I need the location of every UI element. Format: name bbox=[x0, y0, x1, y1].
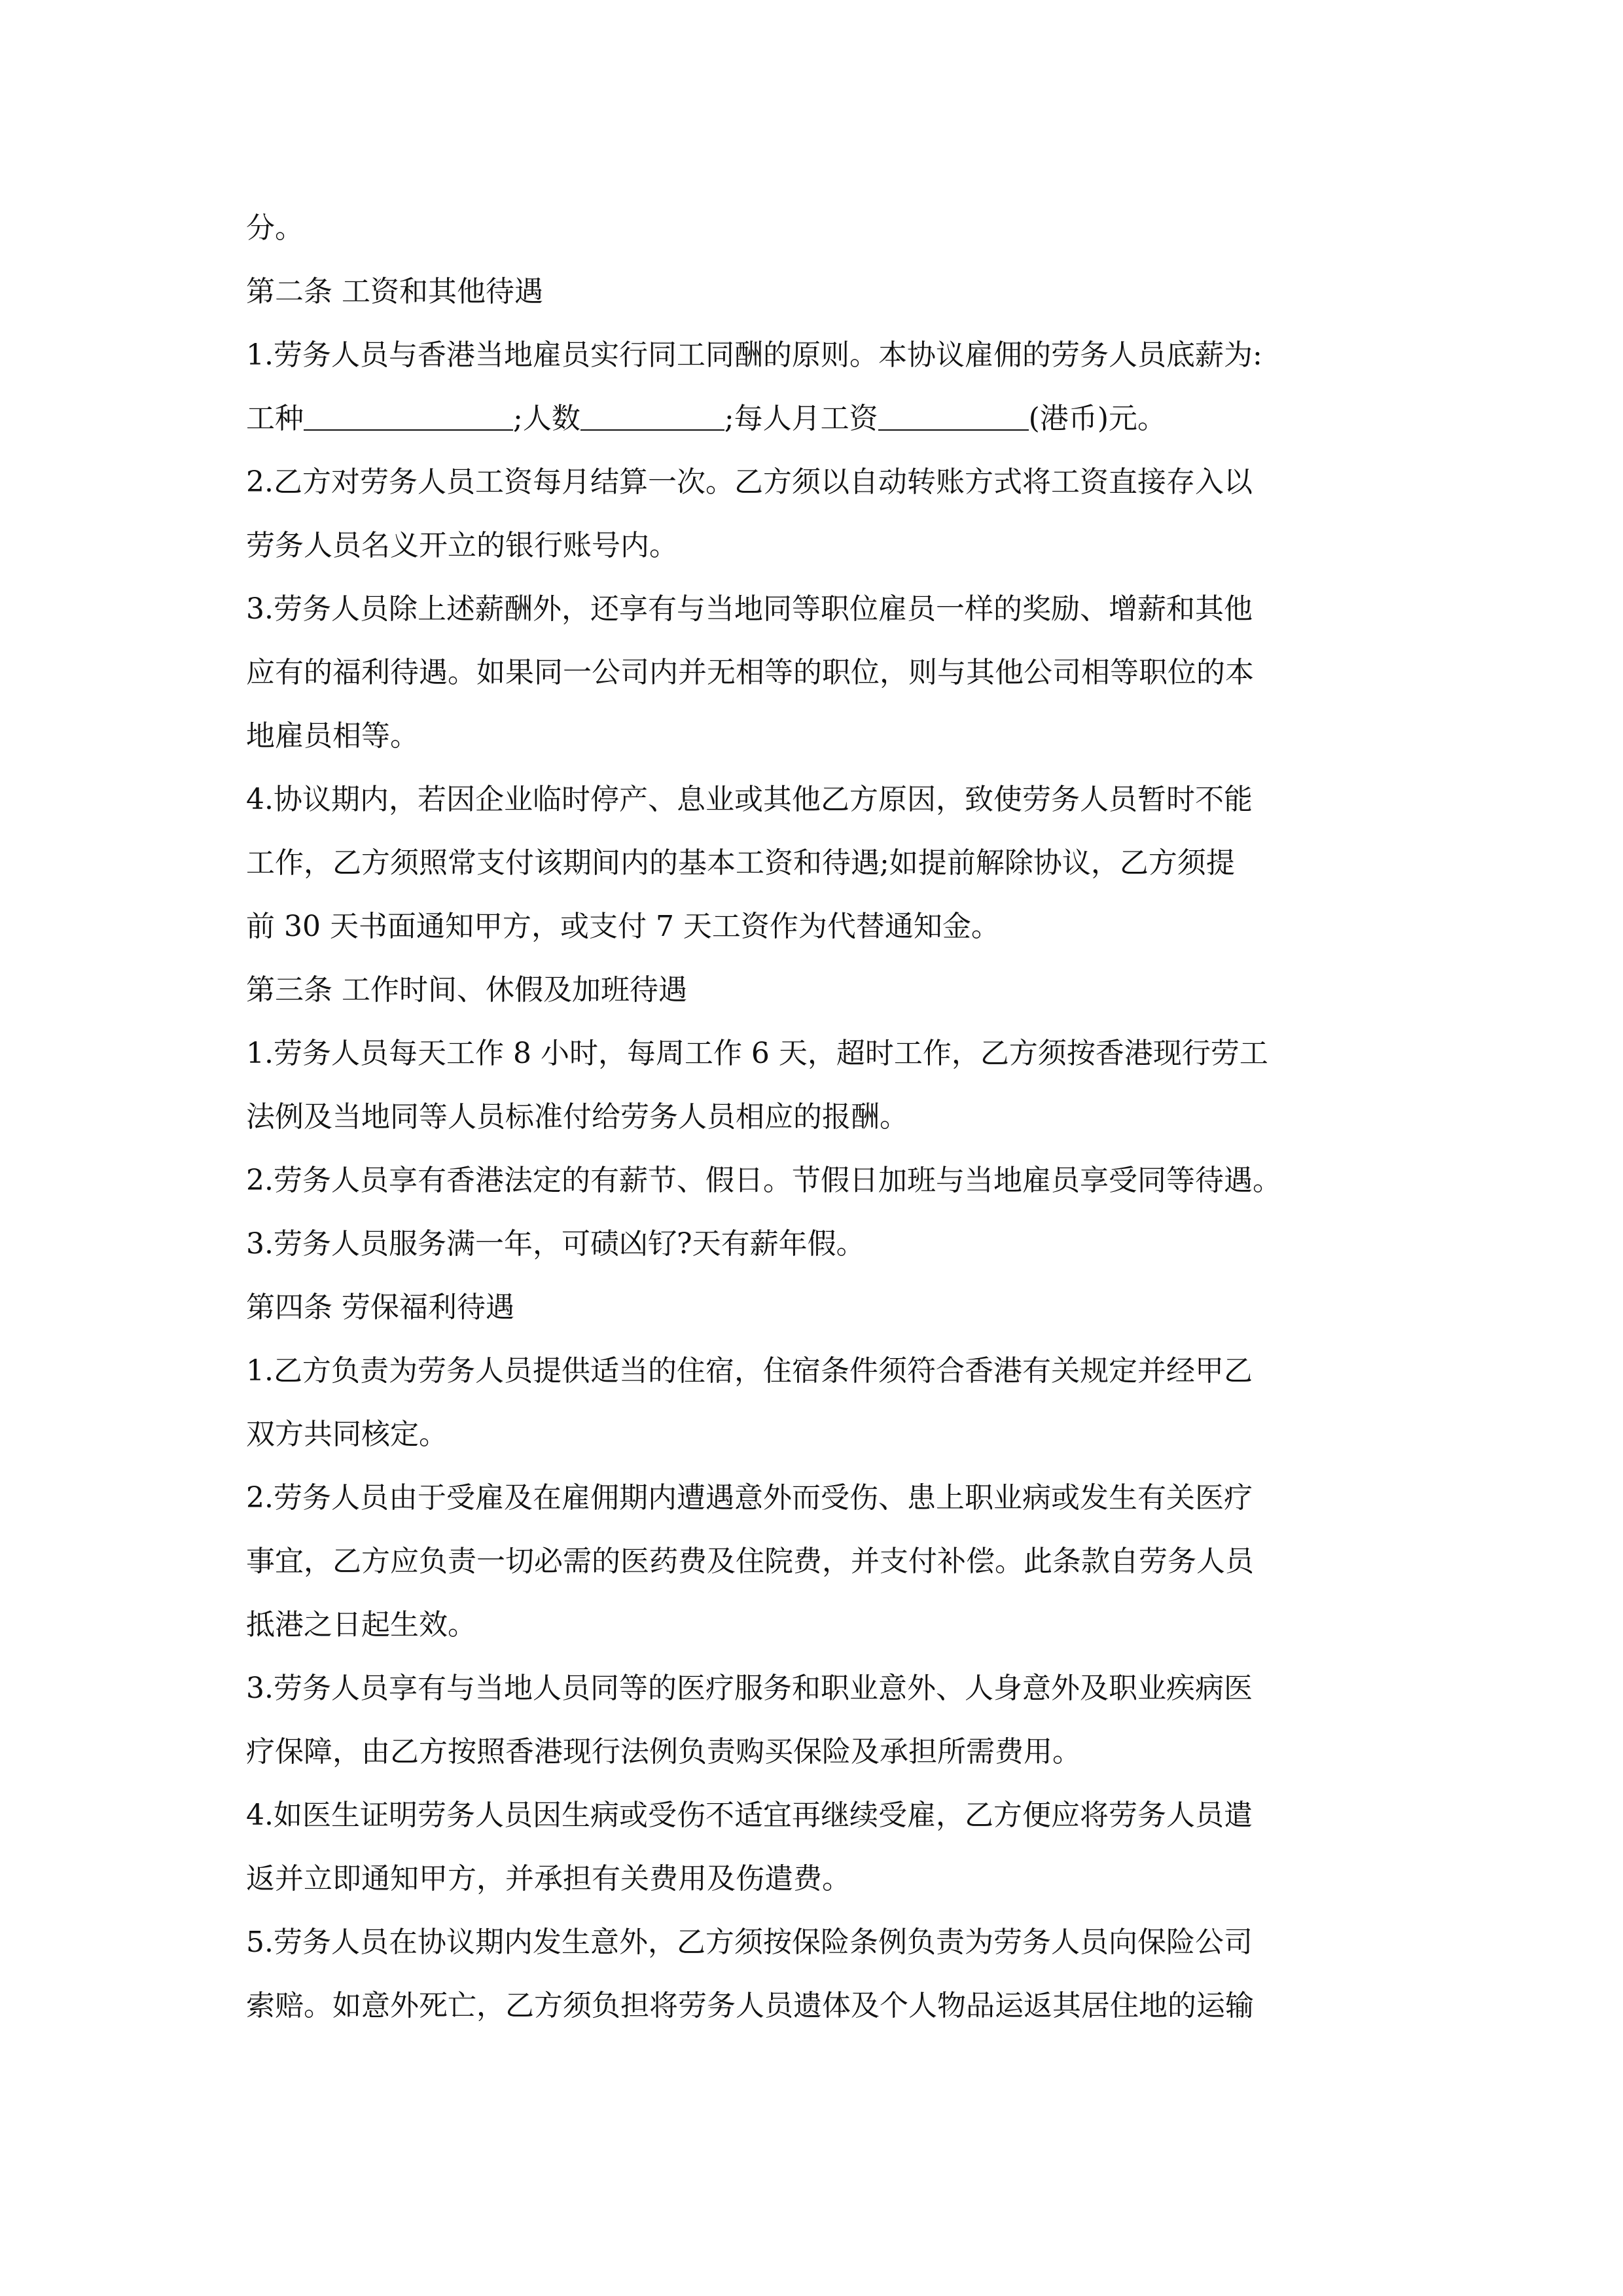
text-line: 分。 bbox=[246, 211, 304, 245]
text-line: 3.劳务人员除上述薪酬外，还享有与当地同等职位雇员一样的奖励、增薪和其他 bbox=[246, 592, 1253, 626]
monthly-wage-blank bbox=[878, 403, 1029, 431]
headcount-blank bbox=[580, 403, 724, 431]
job-type-blank bbox=[304, 403, 513, 431]
text-line: 劳务人员名义开立的银行账号内。 bbox=[246, 529, 678, 562]
text-line: 双方共同核定。 bbox=[246, 1418, 448, 1451]
text-line: 4.协议期内，若因企业临时停产、息业或其他乙方原因，致使劳务人员暂时不能 bbox=[246, 783, 1253, 816]
text-line: 1.乙方负责为劳务人员提供适当的住宿，住宿条件须符合香港有关规定并经甲乙 bbox=[246, 1354, 1253, 1388]
text-line: 返并立即通知甲方，并承担有关费用及伤遣费。 bbox=[246, 1862, 851, 1895]
currency-suffix: (港币)元。 bbox=[1028, 402, 1166, 435]
monthly-wage-label: ;每人月工资 bbox=[724, 402, 878, 435]
wage-fill-line bbox=[246, 387, 1385, 450]
text-line: 应有的福利待遇。如果同一公司内并无相等的职位，则与其他公司相等职位的本 bbox=[246, 656, 1254, 689]
job-type-label: 工种 bbox=[246, 402, 304, 435]
text-line: 工作，乙方须照常支付该期间内的基本工资和待遇;如提前解除协议，乙方须提 bbox=[246, 846, 1235, 880]
text-line: 前 30 天书面通知甲方，或支付 7 天工资作为代替通知金。 bbox=[246, 910, 1000, 943]
text-line: 3.劳务人员享有与当地人员同等的医疗服务和职业意外、人身意外及职业疾病医 bbox=[246, 1672, 1253, 1705]
text-line: 5.劳务人员在协议期内发生意外，乙方须按保险条例负责为劳务人员向保险公司 bbox=[246, 1926, 1253, 1959]
article-heading-4: 第四条 劳保福利待遇 bbox=[246, 1291, 514, 1324]
article-heading-2: 第二条 工资和其他待遇 bbox=[246, 275, 543, 308]
text-line: 2.劳务人员由于受雇及在雇佣期内遭遇意外而受伤、患上职业病或发生有关医疗 bbox=[246, 1481, 1253, 1515]
article-heading-3: 第三条 工作时间、休假及加班待遇 bbox=[246, 973, 687, 1007]
text-line: 地雇员相等。 bbox=[246, 719, 419, 753]
text-line: 法例及当地同等人员标准付给劳务人员相应的报酬。 bbox=[246, 1100, 908, 1134]
text-line: 疗保障，由乙方按照香港现行法例负责购买保险及承担所需费用。 bbox=[246, 1735, 1081, 1768]
headcount-label: ;人数 bbox=[513, 402, 580, 435]
text-line: 事宜，乙方应负责一切必需的医药费及住院费，并支付补偿。此条款自劳务人员 bbox=[246, 1545, 1254, 1578]
text-line: 2.劳务人员享有香港法定的有薪节、假日。节假日加班与当地雇员享受同等待遇。 bbox=[246, 1164, 1281, 1197]
text-line: 索赔。如意外死亡，乙方须负担将劳务人员遗体及个人物品运返其居住地的运输 bbox=[246, 1989, 1254, 2022]
text-line: 1.劳务人员每天工作 8 小时，每周工作 6 天，超时工作，乙方须按香港现行劳工 bbox=[246, 1037, 1268, 1070]
text-line: 2.乙方对劳务人员工资每月结算一次。乙方须以自动转账方式将工资直接存入以 bbox=[246, 465, 1253, 499]
text-line: 3.劳务人员服务满一年，可碛凶钌?天有薪年假。 bbox=[246, 1227, 865, 1261]
document-page bbox=[246, 196, 1385, 2037]
text-line: 4.如医生证明劳务人员因生病或受伤不适宜再继续受雇，乙方便应将劳务人员遣 bbox=[246, 1799, 1253, 1832]
text-line: 1.劳务人员与香港当地雇员实行同工同酬的原则。本协议雇佣的劳务人员底薪为: bbox=[246, 338, 1262, 372]
text-line: 抵港之日起生效。 bbox=[246, 1608, 476, 1641]
